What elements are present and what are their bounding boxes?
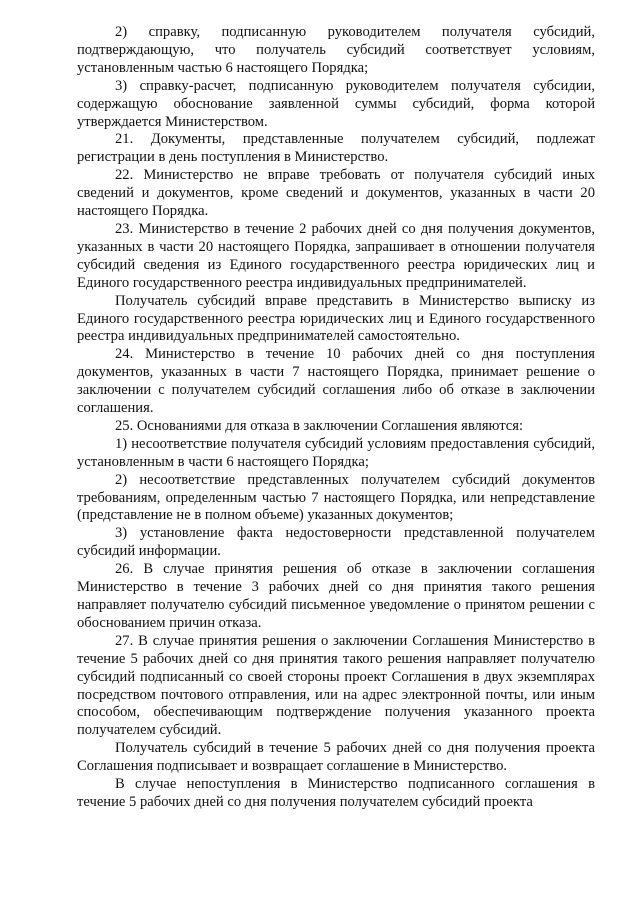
paragraph-23: 23. Министерство в течение 2 рабочих дней со дня получения документов, указанных в части 20 настоящего Порядка, запрашивает в отношении получателя субсидий сведения из Единого государственного реестра юридических лиц и Единого государственного реестра индивидуальных предпринимателей. xyxy=(77,220,595,291)
paragraph-item-2-certificate: 2) справку, подписанную руководителем получателя субсидий, подтверждающую, что получатель субсидий соответствует условиям, установленным частью 6 настоящего Порядка; xyxy=(77,24,595,76)
paragraph-21: 21. Документы, представленные получателем субсидий, подлежат регистрации в день поступления в Министерство. xyxy=(77,131,595,166)
paragraph-25: 25. Основаниями для отказа в заключении Соглашения являются: xyxy=(115,417,524,434)
paragraph-26: 26. В случае принятия решения об отказе в заключении соглашения Министерство в течение 3 рабочих дней со дня принятия такого решения направляет получателю субсидий письменное уведомление о принятом решении с обоснованием причин отказа. xyxy=(77,561,595,631)
document-page xyxy=(77,24,595,812)
paragraph-27: 27. В случае принятия решения о заключении Соглашения Министерство в течение 5 рабочих дней со дня принятия такого решения направляет получателю субсидий подписанный со своей стороны проект Соглашения в двух экземплярах посредством почтового отправления, или на адрес электронной почты, или иным способом, обеспечивающим подтверждение получения указанного проекта получателем субсидий. xyxy=(77,632,595,739)
paragraph-25-item-1: 1) несоответствие получателя субсидий условиям предоставления субсидий, установленным в части 6 настоящего Порядка; xyxy=(77,435,595,470)
paragraph-22: 22. Министерство не вправе требовать от получателя субсидий иных сведений и документов, кроме сведений и документов, указанных в части 20 настоящего Порядка. xyxy=(77,167,595,220)
paragraph-23-extract: Получатель субсидий вправе представить в Министерство выписку из Единого государственного реестра юридических лиц и Единого государственного реестра индивидуальных предпринимателей самостоятельно. xyxy=(77,292,595,345)
paragraph-25-item-3: 3) установление факта недостоверности представленной получателем субсидий информации. xyxy=(77,525,595,560)
paragraph-item-3-calculation: 3) справку-расчет, подписанную руководителем получателя субсидии, содержащую обоснование заявленной суммы субсидий, форма которой утверждается Министерством. xyxy=(77,77,595,130)
paragraph-27-signing: Получатель субсидий в течение 5 рабочих дней со дня получения проекта Соглашения подписывает и возвращает соглашение в Министерство. xyxy=(77,740,595,775)
paragraph-24: 24. Министерство в течение 10 рабочих дней со дня поступления документов, указанных в части 7 настоящего Порядка, принимает решение о заключении с получателем субсидий соглашения либо об отказе в заключении соглашения. xyxy=(77,346,595,417)
paragraph-25-item-2: 2) несоответствие представленных получателем субсидий документов требованиям, определенным частью 7 настоящего Порядка, или непредставление (представление не в полном объеме) указанных документов; xyxy=(77,471,595,524)
paragraph-27-non-receipt: В случае непоступления в Министерство подписанного соглашения в течение 5 рабочих дней со дня получения получателем субсидий проекта xyxy=(77,776,595,810)
